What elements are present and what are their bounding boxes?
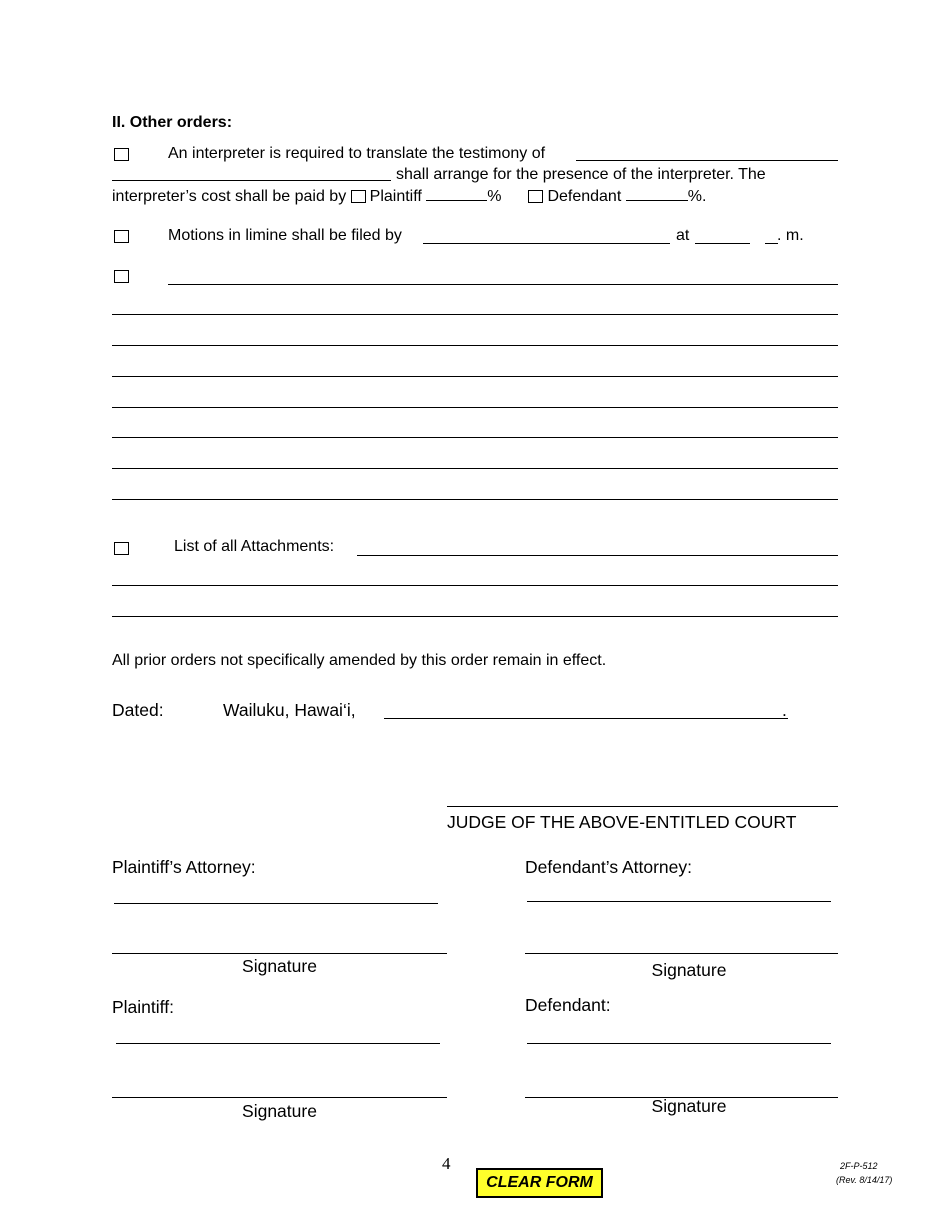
dated-period: . bbox=[782, 700, 787, 720]
form-code: 2F-P-512 bbox=[840, 1161, 878, 1171]
attachments-label: List of all Attachments: bbox=[174, 538, 335, 555]
attachments-line-1[interactable] bbox=[357, 555, 838, 556]
motions-text: Motions in limine shall be filed by bbox=[168, 227, 402, 244]
page-number: 4 bbox=[442, 1154, 451, 1173]
plaintiff-attorney-signature-caption: Signature bbox=[242, 956, 317, 976]
plaintiff-percent-field[interactable] bbox=[426, 186, 487, 201]
interpreter-checkbox[interactable] bbox=[114, 148, 129, 161]
plaintiff-cost-checkbox[interactable] bbox=[351, 190, 366, 203]
other-order-line-6[interactable] bbox=[112, 437, 838, 438]
motions-date-field[interactable] bbox=[423, 243, 670, 244]
other-order-line-7[interactable] bbox=[112, 468, 838, 469]
defendant-attorney-label: Defendant’s Attorney: bbox=[525, 857, 693, 877]
dated-place: Wailuku, Hawai‘i, bbox=[223, 700, 356, 720]
plaintiff-attorney-signature-line[interactable] bbox=[112, 953, 447, 954]
motions-m: . m. bbox=[777, 227, 804, 244]
other-order-line-3[interactable] bbox=[112, 345, 838, 346]
defendant-cost-label: Defendant bbox=[547, 188, 622, 205]
plaintiff-attorney-label: Plaintiff’s Attorney: bbox=[112, 857, 256, 877]
defendant-attorney-signature-line[interactable] bbox=[525, 953, 838, 954]
plaintiff-signature-caption: Signature bbox=[242, 1101, 317, 1121]
motions-checkbox[interactable] bbox=[114, 230, 129, 243]
other-order-line-4[interactable] bbox=[112, 376, 838, 377]
motions-time-field[interactable] bbox=[695, 243, 750, 244]
plaintiff-name-field[interactable] bbox=[116, 1043, 440, 1044]
plaintiff-attorney-name-field[interactable] bbox=[114, 903, 438, 904]
attachments-checkbox[interactable] bbox=[114, 542, 129, 555]
other-order-line-2[interactable] bbox=[112, 314, 838, 315]
attachments-line-2[interactable] bbox=[112, 585, 838, 586]
other-order-checkbox[interactable] bbox=[114, 270, 129, 283]
defendant-attorney-signature-caption: Signature bbox=[651, 960, 727, 980]
other-order-line-8[interactable] bbox=[112, 499, 838, 500]
attachments-line-3[interactable] bbox=[112, 616, 838, 617]
interpreter-testimony-field[interactable] bbox=[576, 160, 838, 161]
defendant-percent-field[interactable] bbox=[626, 186, 688, 201]
defendant-cost-checkbox[interactable] bbox=[528, 190, 543, 203]
other-order-line-5[interactable] bbox=[112, 407, 838, 408]
interpreter-arranger-field[interactable] bbox=[112, 180, 391, 181]
judge-signature-line[interactable] bbox=[447, 806, 838, 807]
judge-title: JUDGE OF THE ABOVE-ENTITLED COURT bbox=[447, 812, 797, 832]
interpreter-text-2: shall arrange for the presence of the interpreter. The bbox=[396, 166, 766, 183]
defendant-name-field[interactable] bbox=[527, 1043, 831, 1044]
clear-form-button[interactable]: CLEAR FORM bbox=[476, 1168, 603, 1198]
plaintiff-cost-label: Plaintiff bbox=[369, 188, 422, 205]
interpreter-text-3: interpreter’s cost shall be paid by bbox=[112, 188, 347, 205]
prior-orders-text: All prior orders not specifically amended by this order remain in effect. bbox=[112, 652, 607, 669]
plaintiff-signature-line[interactable] bbox=[112, 1097, 447, 1098]
defendant-label: Defendant: bbox=[525, 995, 611, 1015]
percent-sign-1: % bbox=[487, 188, 502, 205]
interpreter-text-1: An interpreter is required to translate the testimony of bbox=[168, 145, 546, 162]
section-heading: II. Other orders: bbox=[112, 114, 233, 131]
defendant-attorney-name-field[interactable] bbox=[527, 901, 831, 902]
form-revision: (Rev. 8/14/17) bbox=[836, 1175, 893, 1185]
dated-date-field[interactable] bbox=[384, 718, 788, 719]
percent-sign-2: %. bbox=[687, 188, 707, 205]
defendant-signature-caption: Signature bbox=[651, 1096, 727, 1116]
other-order-line-1[interactable] bbox=[168, 284, 838, 285]
motions-at: at bbox=[676, 227, 690, 244]
interpreter-cost-row bbox=[112, 186, 706, 206]
dated-label: Dated: bbox=[112, 700, 164, 720]
plaintiff-label: Plaintiff: bbox=[112, 997, 174, 1017]
